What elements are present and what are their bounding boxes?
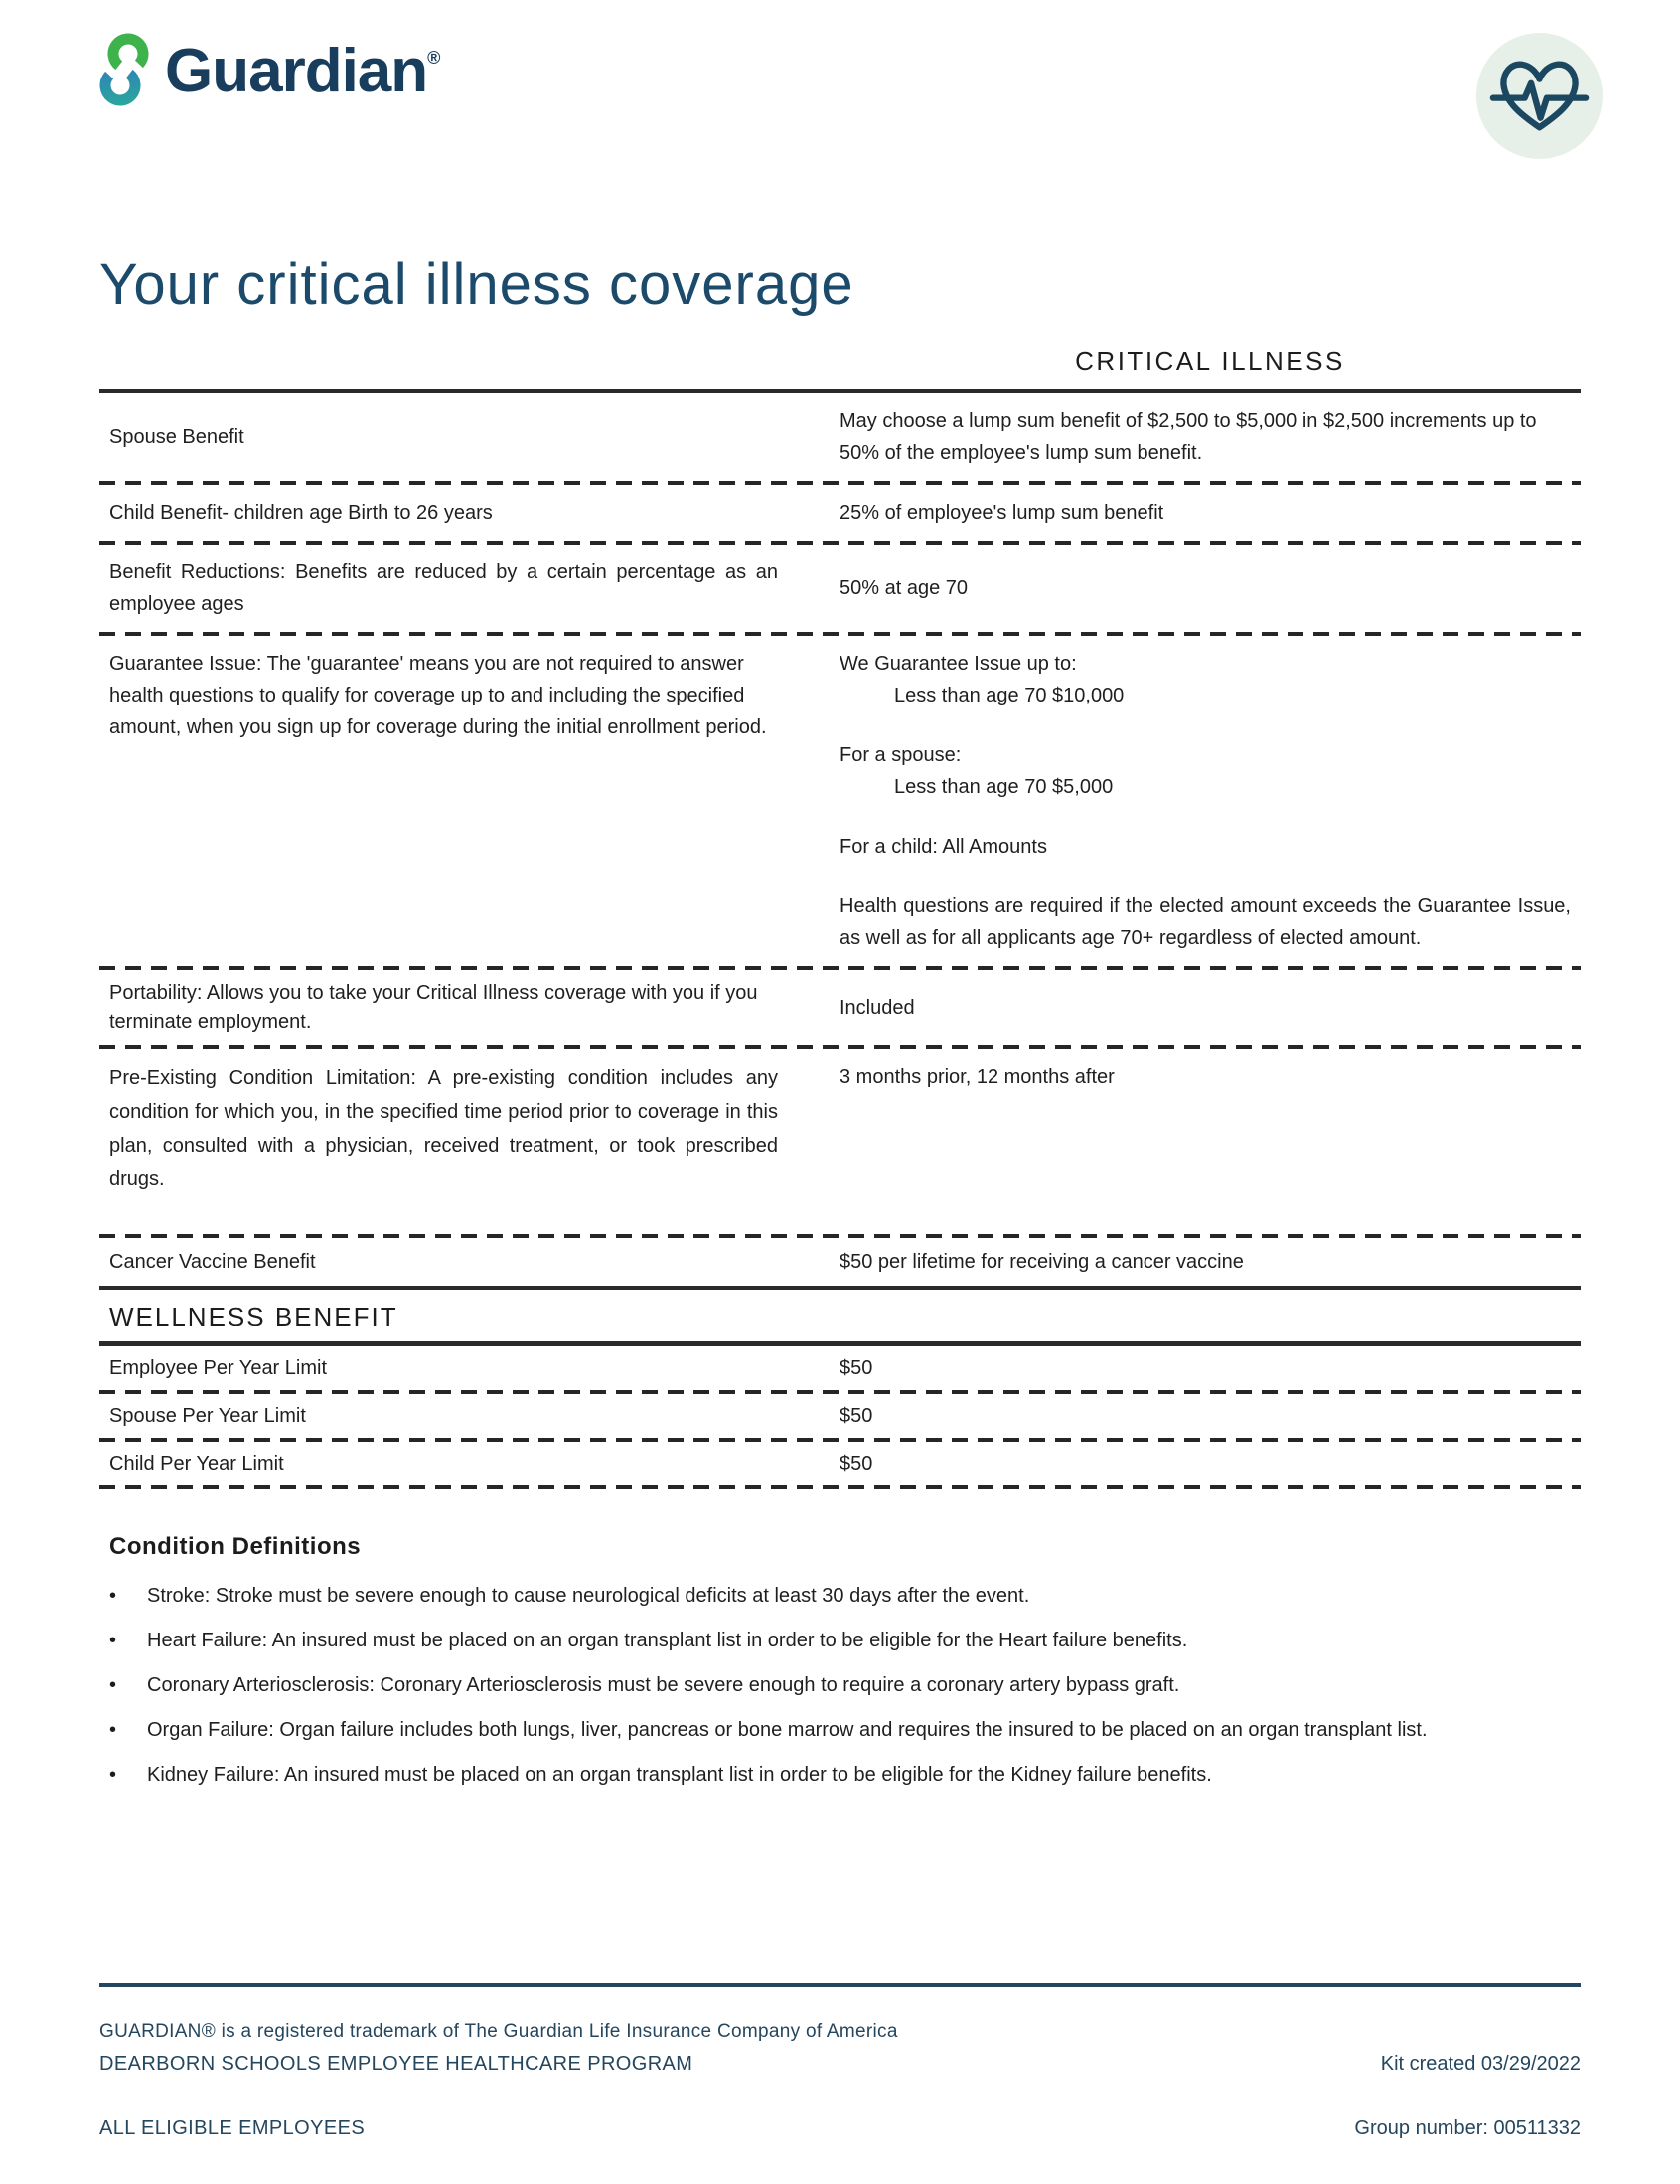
row-label: Guarantee Issue: The 'guarantee' means you are not required to answer health questions to qualify for coverage up to and including the specified amount, when you sign up for coverage during the initial enrollment period. xyxy=(109,652,767,738)
row-label: Benefit Reductions: Benefits are reduced by a certain percentage as an employee ages xyxy=(109,560,778,615)
row-label: Portability: Allows you to take your Critical Illness coverage with you if you terminate employment. xyxy=(109,981,758,1033)
row-label: Spouse Per Year Limit xyxy=(109,1404,306,1427)
table-row xyxy=(99,1238,1581,1286)
guarantee-issue-spouse: For a spouse: Less than age 70 $5,000 xyxy=(840,743,1114,798)
definitions-list xyxy=(99,1581,1581,1790)
heart-pulse-icon xyxy=(1476,33,1603,159)
list-item: • Organ Failure: Organ failure includes both lungs, liver, pancreas or bone marrow and requires the insured to be placed on an organ transplant list. xyxy=(99,1715,1518,1745)
row-label: Spouse Benefit xyxy=(109,425,244,448)
row-value: $50 per lifetime for receiving a cancer vaccine xyxy=(840,1250,1244,1273)
row-value: May choose a lump sum benefit of $2,500 to $5,000 in $2,500 increments up to 50% of the employee's lump sum benefit. xyxy=(840,409,1537,464)
table-row xyxy=(99,970,1581,1045)
row-value: 3 months prior, 12 months after xyxy=(840,1065,1115,1088)
guarantee-issue-employee: We Guarantee Issue up to: Less than age 70 $10,000 xyxy=(840,652,1125,706)
benefits-table xyxy=(0,346,1680,1489)
table-row xyxy=(99,485,1581,541)
health-questions-note: Health questions are required if the elected amount exceeds the Guarantee Issue, as well as for all applicants age 70+ regardless of elected amount. xyxy=(840,894,1571,949)
row-divider xyxy=(99,1485,1581,1489)
table-row xyxy=(99,1346,1581,1390)
brand-wordmark: Guardian® xyxy=(165,37,440,105)
row-value: 50% at age 70 xyxy=(840,576,968,599)
row-value: $50 xyxy=(840,1404,873,1427)
table-row xyxy=(99,545,1581,632)
program-name: DEARBORN SCHOOLS EMPLOYEE HEALTHCARE PROGRAM xyxy=(99,2053,693,2075)
page-footer xyxy=(99,1983,1581,2140)
wellness-section-header: WELLNESS BENEFIT xyxy=(109,1301,398,1331)
guardian-g-mark-icon xyxy=(99,33,149,110)
row-value xyxy=(840,636,1581,966)
table-row xyxy=(99,636,1581,966)
row-label: Pre-Existing Condition Limitation: A pre-existing condition includes any condition for which you, in the specified time period prior to coverage in this plan, consulted with a physician, received treatment, or took prescribed drugs. xyxy=(109,1066,778,1190)
row-value: Included xyxy=(840,996,915,1018)
list-item: • Heart Failure: An insured must be placed on an organ transplant list in order to be eligible for the Heart failure benefits. xyxy=(99,1626,1518,1655)
row-value: $50 xyxy=(840,1356,873,1379)
masthead xyxy=(0,0,1680,159)
table-column-header: CRITICAL ILLNESS xyxy=(1075,345,1345,376)
guardian-logo xyxy=(99,33,439,110)
table-row xyxy=(99,1394,1581,1438)
list-item: • Stroke: Stroke must be severe enough to cause neurological deficits at least 30 days after the event. xyxy=(99,1581,1518,1611)
row-value: $50 xyxy=(840,1452,873,1475)
list-item: • Kidney Failure: An insured must be placed on an organ transplant list in order to be eligible for the Kidney failure benefits. xyxy=(99,1760,1518,1790)
table-row xyxy=(99,393,1581,481)
trademark-note: GUARDIAN® is a registered trademark of The Guardian Life Insurance Company of America xyxy=(99,2021,898,2042)
footer-rule xyxy=(99,1983,1581,1987)
group-number: Group number: 00511332 xyxy=(1354,2117,1581,2139)
condition-definitions xyxy=(0,1533,1680,1790)
guarantee-issue-child: For a child: All Amounts xyxy=(840,835,1047,858)
row-label: Employee Per Year Limit xyxy=(109,1356,328,1379)
registered-mark: ® xyxy=(427,48,440,68)
row-value: 25% of employee's lump sum benefit xyxy=(840,501,1164,524)
page-title: Your critical illness coverage xyxy=(99,252,854,317)
row-label: Cancer Vaccine Benefit xyxy=(109,1250,316,1273)
definitions-title: Condition Definitions xyxy=(109,1532,362,1560)
row-label: Child Benefit- children age Birth to 26 years xyxy=(109,501,493,524)
list-item: • Coronary Arteriosclerosis: Coronary Arteriosclerosis must be severe enough to require a coronary artery bypass graft. xyxy=(99,1670,1518,1700)
kit-created-date: Kit created 03/29/2022 xyxy=(1380,2053,1581,2075)
table-row xyxy=(99,1049,1581,1234)
eligibility-class: ALL ELIGIBLE EMPLOYEES xyxy=(99,2117,366,2139)
table-row xyxy=(99,1442,1581,1485)
row-label: Child Per Year Limit xyxy=(109,1452,284,1475)
